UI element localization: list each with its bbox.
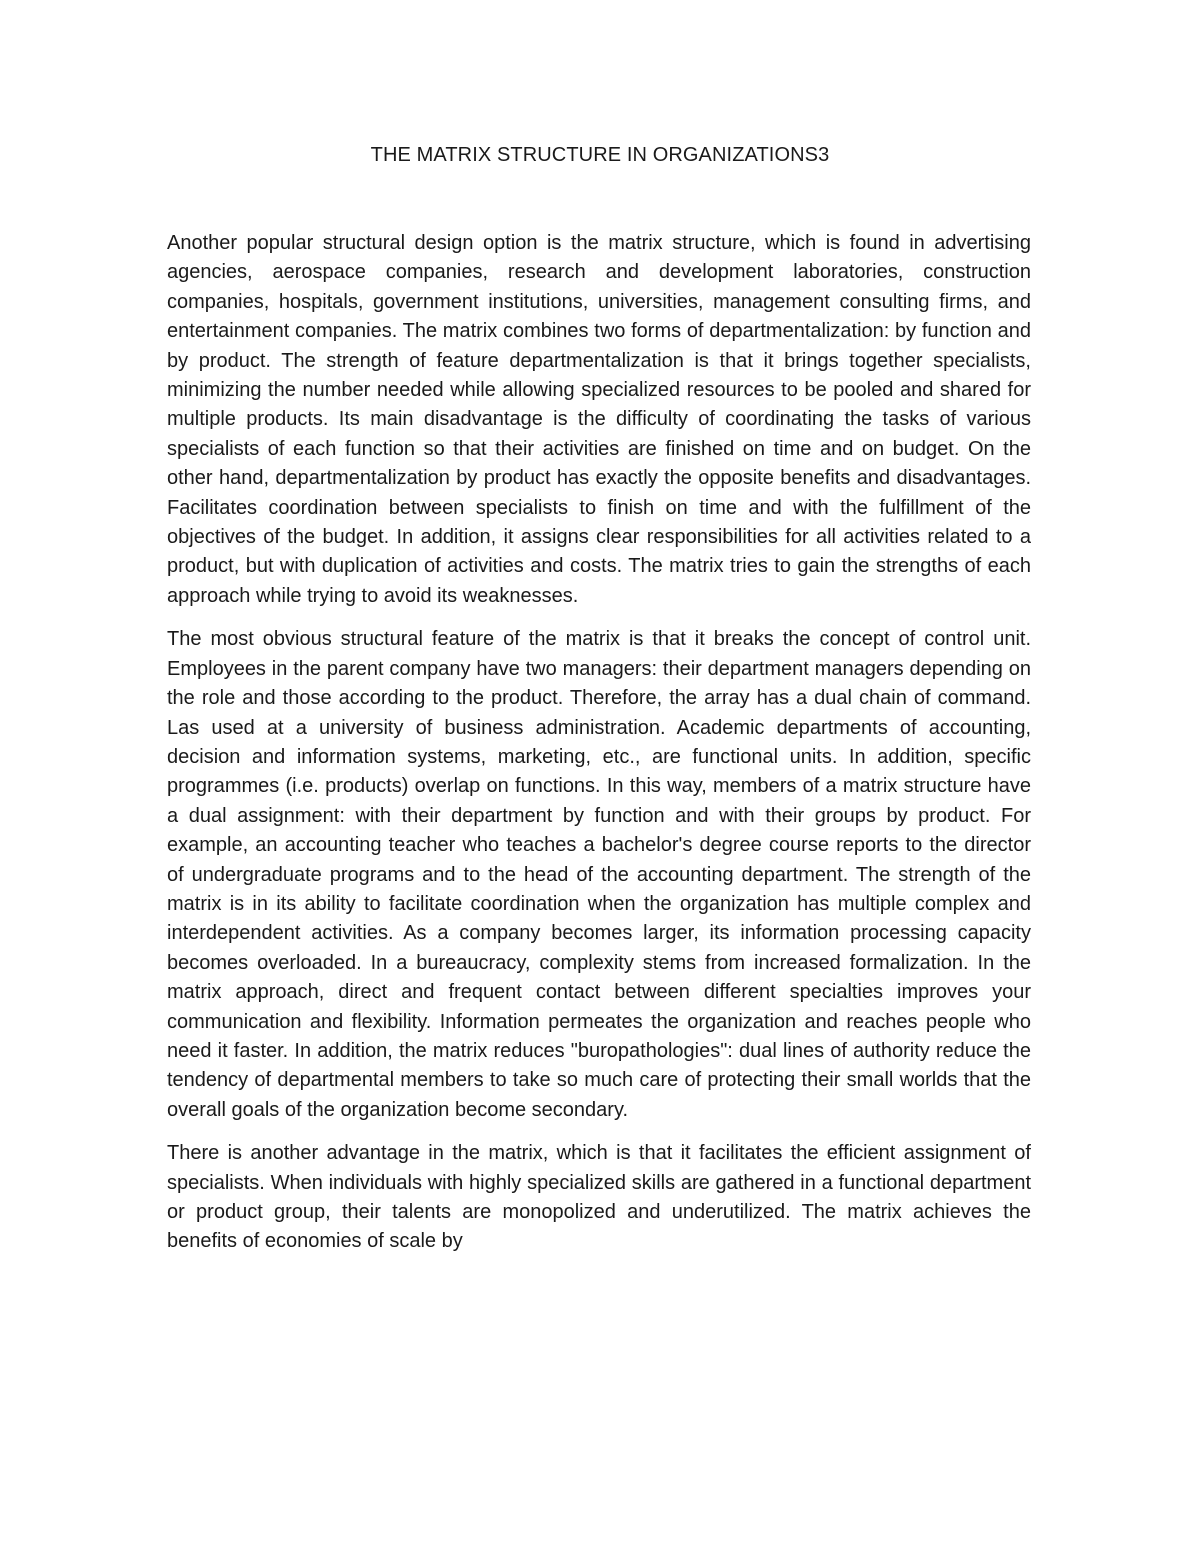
document-body	[167, 229, 1031, 1271]
paragraph-1: Another popular structural design option is the matrix structure, which is found in advertising agencies, aerospace companies, research and development laboratories, construction companies, hospitals, government institutions, universities, management consulting firms, and entertainment companies. The matrix combines two forms of departmentalization: by function and by product. The strength of feature departmentalization is that it brings together specialists, minimizing the number needed while allowing specialized resources to be pooled and shared for multiple products. Its main disadvantage is the difficulty of coordinating the tasks of various specialists of each function so that their activities are finished on time and on budget. On the other hand, departmentalization by product has exactly the opposite benefits and disadvantages. Facilitates coordination between specialists to finish on time and with the fulfillment of the objectives of the budget. In addition, it assigns clear responsibilities for all activities related to a product, but with duplication of activities and costs. The matrix tries to gain the strengths of each approach while trying to avoid its weaknesses.	[167, 232, 1031, 607]
running-header: THE MATRIX STRUCTURE IN ORGANIZATIONS3	[370, 144, 830, 166]
paragraph-2: The most obvious structural feature of the matrix is that it breaks the concept of control unit. Employees in the parent company have two managers: their department managers depending on the role and those according to the product. Therefore, the array has a dual chain of command. Las used at a university of business administration. Academic departments of accounting, decision and information systems, marketing, etc., are functional units. In addition, specific programmes (i.e. products) overlap on functions. In this way, members of a matrix structure have a dual assignment: with their department by function and with their groups by product. For example, an accounting teacher who teaches a bachelor's degree course reports to the director of undergraduate programs and to the head of the accounting department. The strength of the matrix is in its ability to facilitate coordination when the organization has multiple complex and interdependent activities. As a company becomes larger, its information processing capacity becomes overloaded. In a bureaucracy, complexity stems from increased formalization. In the matrix approach, direct and frequent contact between different specialties improves your communication and flexibility. Information permeates the organization and reaches people who need it faster. In addition, the matrix reduces "buropathologies": dual lines of authority reduce the tendency of departmental members to take so much care of protecting their small worlds that the overall goals of the organization become secondary.	[167, 628, 1031, 1121]
paragraph-3: There is another advantage in the matrix, which is that it facilitates the efficient assignment of specialists. When individuals with highly specialized skills are gathered in a functional department or product group, their talents are monopolized and underutilized. The matrix achieves the benefits of economies of scale by	[167, 1142, 1031, 1253]
